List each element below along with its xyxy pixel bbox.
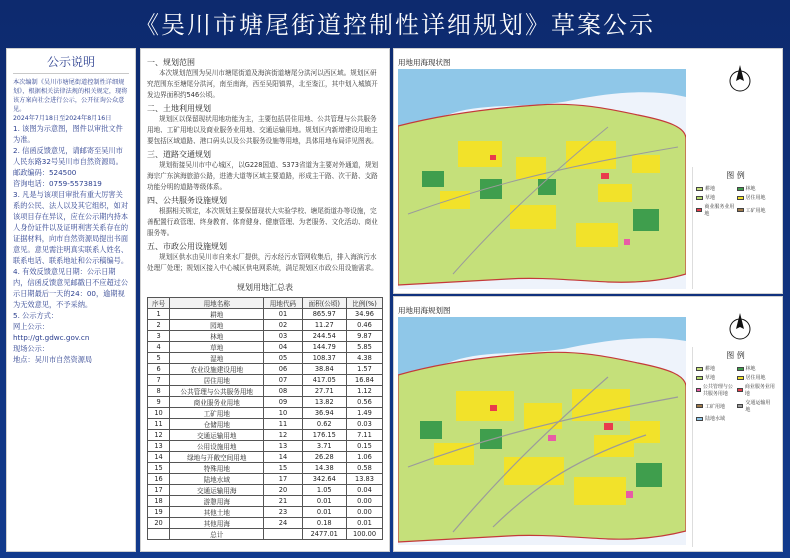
table-cell: 36.94 [302, 408, 346, 419]
table-cell: 0.46 [346, 320, 382, 331]
map-legend [692, 347, 778, 547]
table-cell: 865.97 [302, 309, 346, 320]
table-cell: 公用设施用地 [170, 441, 264, 452]
legend-item [737, 203, 776, 217]
table-cell: 13 [148, 441, 170, 452]
table-cell: 3.71 [302, 441, 346, 452]
table-cell: 0.56 [346, 397, 382, 408]
legend-swatch [696, 404, 703, 408]
table-cell: 06 [264, 364, 302, 375]
table-cell: 耕地 [170, 309, 264, 320]
notice-item: 咨询电话：0759-5573819 [13, 179, 102, 188]
table-row [148, 507, 383, 518]
section-body: 规划区供水由吴川市自来水厂提供，污水经污水管网收集后，排入海滨污水处理厂处理；规划区接入中心城区供电网系统，满足规划区市政公用设施需求。 [147, 253, 378, 272]
table-cell: 01 [264, 309, 302, 320]
legend-item [696, 185, 735, 192]
table-cell: 20 [264, 485, 302, 496]
notice-title: 公示说明 [13, 53, 129, 74]
table-cell: 100.00 [346, 529, 382, 540]
table-cell: 144.79 [302, 342, 346, 353]
legend-swatch [737, 367, 744, 371]
table-header-cell: 用地名称 [170, 298, 264, 309]
table-cell [264, 529, 302, 540]
table-cell: 38.84 [302, 364, 346, 375]
notice-item: 邮政编码：524500 [13, 168, 77, 177]
table-cell: 11.27 [302, 320, 346, 331]
table-row [148, 342, 383, 353]
planned-land-use-map-panel [393, 296, 783, 552]
notice-body [13, 78, 129, 365]
legend-swatch [696, 208, 702, 212]
table-cell: 交通运输用地 [170, 430, 264, 441]
section-2 [147, 103, 383, 147]
table-cell: 17 [264, 474, 302, 485]
legend-swatch [737, 208, 744, 212]
notice-panel [6, 48, 136, 552]
section-1 [147, 57, 383, 101]
legend-item [737, 365, 776, 372]
table-cell: 9 [148, 397, 170, 408]
table-cell: 5 [148, 353, 170, 364]
notice-intro: 本次编制《吴川市塘尾街道控制性详细规划》，根据相关法律法规的相关规定，现将该方案向社会进行公示，公开征询公众意见。 [13, 79, 128, 113]
section-heading: 一、规划范围 [147, 58, 195, 67]
table-cell: 0.62 [302, 419, 346, 430]
table-cell: 8 [148, 386, 170, 397]
north-arrow-icon [720, 309, 760, 345]
legend-label: 工矿用地 [745, 207, 766, 214]
table-row [148, 364, 383, 375]
legend-swatch [737, 404, 744, 408]
table-cell: 14.38 [302, 463, 346, 474]
table-row [148, 320, 383, 331]
table-cell: 3 [148, 331, 170, 342]
section-5 [147, 241, 383, 274]
table-cell: 总计 [170, 529, 264, 540]
table-row [148, 485, 383, 496]
table-cell: 13.82 [302, 397, 346, 408]
map-label: 用地用海规划图 [398, 306, 451, 315]
legend-label: 陆地水域 [705, 416, 726, 422]
table-cell: 13.83 [346, 474, 382, 485]
table-cell: 草地 [170, 342, 264, 353]
table-cell: 0.18 [302, 518, 346, 529]
table-cell: 17 [148, 485, 170, 496]
current-land-use-map [398, 69, 686, 289]
section-3 [147, 149, 383, 193]
table-cell: 16.84 [346, 375, 382, 386]
legend-grid [693, 185, 778, 217]
table-row [148, 408, 383, 419]
section-body: 规划区以保留现状用地功能为主，主要包括居住用地、公共管理与公共服务用地、工矿用地以及商业服务业用地、交通运输用地。规划区内新增建设用地主要包括区域道路、港口码头以及公共服务设施等用地，具体用地布局详见图表。 [147, 115, 378, 145]
table-cell: 18 [148, 496, 170, 507]
table-row [148, 518, 383, 529]
table-cell: 0.01 [346, 518, 382, 529]
table-cell: 4.38 [346, 353, 382, 364]
current-land-use-map-panel [393, 48, 783, 294]
section-heading: 四、公共服务设施规划 [147, 196, 227, 205]
notice-item: 5. 公示方式： [13, 311, 59, 320]
legend-swatch [696, 196, 703, 200]
table-row [148, 441, 383, 452]
land-use-summary-table [147, 297, 383, 540]
table-cell: 1.49 [346, 408, 382, 419]
table-row [148, 309, 383, 320]
table-cell [148, 529, 170, 540]
table-cell: 03 [264, 331, 302, 342]
table-row [148, 463, 383, 474]
table-title: 规划用地汇总表 [237, 283, 293, 292]
legend-item [737, 383, 776, 397]
table-cell: 02 [264, 320, 302, 331]
notice-item: 3. 凡是与该项目审批有重大厉害关系的公民、法人以及其它组织，如对该项目存在异议，应在公示期内持本人身份证件以及证明利害关系存在的证据材料，向市自然资源局提出书面意见。意见需注明真实联系人姓名、联系电话、联系地址和公示稿编号。 [13, 190, 129, 265]
table-cell: 0.00 [346, 507, 382, 518]
table-cell: 工矿用地 [170, 408, 264, 419]
legend-title: 图 例 [726, 351, 745, 360]
notice-item: 现场公示： [13, 344, 49, 353]
legend-label: 商业服务业用地 [704, 204, 735, 217]
table-cell: 交通运输用海 [170, 485, 264, 496]
table-cell: 07 [264, 375, 302, 386]
table-cell: 11 [148, 419, 170, 430]
table-cell: 居住用地 [170, 375, 264, 386]
legend-item [737, 374, 776, 381]
table-cell: 林地 [170, 331, 264, 342]
table-cell: 417.05 [302, 375, 346, 386]
table-cell: 176.15 [302, 430, 346, 441]
notice-period: 2024年7月18日至2024年8月16日 [13, 115, 112, 122]
legend-swatch [737, 187, 744, 191]
table-cell: 10 [264, 408, 302, 419]
notice-item: 地点：吴川市自然资源局 [13, 355, 93, 364]
legend-label: 公共管理与公共服务用地 [702, 384, 733, 397]
table-cell: 34.96 [346, 309, 382, 320]
table-cell: 0.58 [346, 463, 382, 474]
table-header-cell: 序号 [148, 298, 170, 309]
table-cell: 其他用海 [170, 518, 264, 529]
table-cell: 09 [264, 397, 302, 408]
legend-item [696, 203, 735, 217]
north-arrow-icon [720, 61, 760, 97]
table-cell: 19 [148, 507, 170, 518]
legend-label: 林地 [745, 366, 756, 372]
legend-item [696, 415, 735, 422]
table-row [148, 353, 383, 364]
legend-swatch [696, 367, 703, 371]
table-cell: 244.54 [302, 331, 346, 342]
section-body: 规划衔接吴川市中心城区，以G228国道、S373省道为主要对外通道，规划海宗广东滨海旅游公路，进港大道等区域主要道路，形成主干路、次干路、支路功能分明的道路等级体系。 [147, 161, 379, 191]
table-cell: 1.12 [346, 386, 382, 397]
notice-item: 4. 有效反馈意见日期：公示日期内，信函反馈意见邮戳日不应超过公示日期最后一天的24：00，逾期视为无效意见，不予采纳。 [13, 267, 129, 309]
legend-item [696, 194, 735, 201]
table-row [148, 496, 383, 507]
table-cell: 20 [148, 518, 170, 529]
table-cell: 13 [264, 441, 302, 452]
legend-label: 草地 [705, 195, 716, 201]
table-cell: 0.15 [346, 441, 382, 452]
table-cell: 26.28 [302, 452, 346, 463]
table-cell: 9.87 [346, 331, 382, 342]
table-cell: 342.64 [302, 474, 346, 485]
legend-swatch [737, 376, 744, 380]
section-4 [147, 195, 383, 239]
table-header-cell: 面积(公顷) [302, 298, 346, 309]
planned-land-use-map [398, 317, 686, 545]
notice-item: 2. 信函反馈意见，请邮寄至吴川市人民东路32号吴川市自然资源局。 [13, 146, 123, 166]
table-cell: 11 [264, 419, 302, 430]
table-cell: 12 [148, 430, 170, 441]
legend-swatch [696, 388, 701, 392]
table-row [148, 386, 383, 397]
table-row [148, 419, 383, 430]
table-cell: 农业设施建设用地 [170, 364, 264, 375]
table-cell: 1.05 [302, 485, 346, 496]
table-row [148, 474, 383, 485]
legend-swatch [696, 417, 703, 421]
table-cell: 2 [148, 320, 170, 331]
legend-label: 工矿用地 [705, 403, 726, 410]
table-cell: 1 [148, 309, 170, 320]
table-cell: 23 [264, 507, 302, 518]
table-cell: 27.71 [302, 386, 346, 397]
table-row [148, 375, 383, 386]
table-row [148, 430, 383, 441]
table-cell: 14 [148, 452, 170, 463]
section-body: 根据相关规定，本次规划主要保留现状大实验学校、塘尾街道办等设施，完善配置行政管理、终身教育、体育健身、健康管理、为老服务、文化活动、商业服务等。 [147, 207, 378, 237]
map-label: 用地用海现状图 [398, 58, 451, 67]
table-cell: 15 [148, 463, 170, 474]
table-cell: 04 [264, 342, 302, 353]
table-cell: 08 [264, 386, 302, 397]
table-cell: 1.57 [346, 364, 382, 375]
legend-label: 耕地 [705, 186, 716, 192]
legend-label: 商业服务业用地 [744, 384, 775, 397]
table-cell: 12 [264, 430, 302, 441]
table-cell: 0.04 [346, 485, 382, 496]
table-cell: 园地 [170, 320, 264, 331]
table-total-row [148, 529, 383, 540]
legend-item [696, 374, 735, 381]
legend-title: 图 例 [726, 171, 745, 180]
table-cell: 游憩用海 [170, 496, 264, 507]
plan-description-panel [140, 48, 390, 552]
map-legend [692, 167, 778, 289]
page-title: 《吴川市塘尾街道控制性详细规划》草案公示 [135, 11, 655, 39]
table-cell: 0.03 [346, 419, 382, 430]
table-cell: 5.85 [346, 342, 382, 353]
table-cell: 仓储用地 [170, 419, 264, 430]
legend-item [696, 383, 735, 397]
table-cell: 2477.01 [302, 529, 346, 540]
table-cell: 公共管理与公共服务用地 [170, 386, 264, 397]
table-cell: 1.06 [346, 452, 382, 463]
table-cell: 4 [148, 342, 170, 353]
legend-label: 交通运输用地 [745, 400, 771, 413]
table-cell: 24 [264, 518, 302, 529]
section-heading: 二、土地利用规划 [147, 104, 211, 113]
table-cell: 15 [264, 463, 302, 474]
table-cell: 6 [148, 364, 170, 375]
notice-link[interactable]: http://gt.gdwc.gov.cn [13, 333, 90, 342]
table-cell: 10 [148, 408, 170, 419]
legend-label: 居住用地 [745, 375, 766, 381]
table-cell: 14 [264, 452, 302, 463]
legend-label: 耕地 [705, 366, 716, 372]
table-cell: 陆地水域 [170, 474, 264, 485]
legend-item [696, 365, 735, 372]
legend-label: 草地 [705, 375, 716, 381]
legend-swatch [737, 196, 744, 200]
table-cell: 绿地与开敞空间用地 [170, 452, 264, 463]
section-body: 本次规划范围为吴川市塘尾街道及海滨街道塘尾分洪河以西区域。规划区研究范围东至塘尾分洪河，南至南海，西至吴阳镇界，北至鉴江，其中划入城镇开发边界面积约546公顷。 [147, 69, 378, 99]
table-cell: 16 [148, 474, 170, 485]
table-cell: 0.01 [302, 507, 346, 518]
table-cell: 湿地 [170, 353, 264, 364]
legend-item [737, 194, 776, 201]
section-heading: 三、道路交通规划 [147, 150, 211, 159]
legend-swatch [696, 376, 703, 380]
section-heading: 五、市政公用设施规划 [147, 242, 227, 251]
table-row [148, 331, 383, 342]
table-row [148, 452, 383, 463]
legend-item [696, 399, 735, 413]
table-header-cell: 用地代码 [264, 298, 302, 309]
table-cell: 特殊用地 [170, 463, 264, 474]
table-cell: 0.00 [346, 496, 382, 507]
table-header-row [148, 298, 383, 309]
legend-label: 林地 [745, 186, 756, 192]
legend-item [737, 399, 776, 413]
table-cell: 108.37 [302, 353, 346, 364]
table-cell: 7 [148, 375, 170, 386]
legend-item [737, 185, 776, 192]
table-cell: 其他土地 [170, 507, 264, 518]
legend-swatch [696, 187, 703, 191]
table-cell: 21 [264, 496, 302, 507]
table-cell: 商业服务业用地 [170, 397, 264, 408]
legend-label: 居住用地 [745, 195, 766, 201]
legend-swatch [737, 388, 743, 392]
notice-item: 1. 该图为示意图，图件以审批文件为准。 [13, 124, 123, 144]
table-cell: 05 [264, 353, 302, 364]
legend-grid [693, 365, 778, 422]
table-cell: 0.01 [302, 496, 346, 507]
table-row [148, 397, 383, 408]
table-header-cell: 比例(%) [346, 298, 382, 309]
notice-item: 网上公示： [13, 322, 49, 331]
table-cell: 7.11 [346, 430, 382, 441]
